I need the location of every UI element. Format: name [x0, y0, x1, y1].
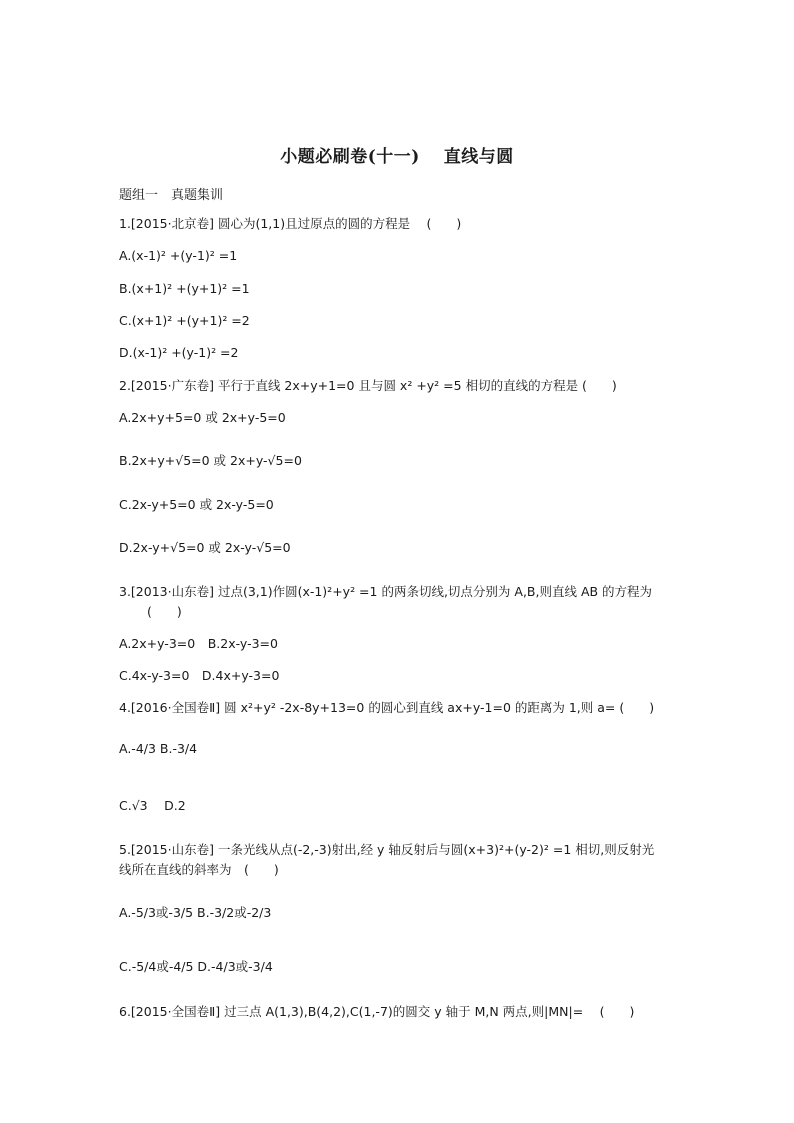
question-3-options-cd: C.4x-y-3=0 D.4x+y-3=0 — [119, 668, 280, 683]
question-6-stem: 6.[2015·全国卷Ⅱ] 过三点 A(1,3),B(4,2),C(1,-7)的圆交 y 轴于 M,N 两点,则|MN|= ( ) — [119, 1004, 635, 1019]
question-3-options-ab: A.2x+y-3=0 B.2x-y-3=0 — [119, 636, 278, 651]
question-5-options-ab: A.-5/3或-3/5 B.-3/2或-2/3 — [119, 905, 272, 920]
question-2-option-b: B.2x+y+√5=0 或 2x+y-√5=0 — [119, 453, 302, 468]
question-4-options-ab: A.-4/3 B.-3/4 — [119, 741, 198, 756]
question-1-stem: 1.[2015·北京卷] 圆心为(1,1)且过原点的圆的方程是 ( ) — [119, 216, 462, 231]
question-1-option-a: A.(x-1)² +(y-1)² =1 — [119, 248, 238, 263]
question-2-option-d: D.2x-y+√5=0 或 2x-y-√5=0 — [119, 540, 291, 555]
question-3-stem: 3.[2013·山东卷] 过点(3,1)作圆(x-1)²+y² =1 的两条切线,切点分别为 A,B,则直线 AB 的方程为 — [119, 584, 653, 599]
question-5-stem-line-2: 线所在直线的斜率为 ( ) — [119, 862, 279, 877]
page-title: 小题必刷卷(十一) 直线与圆 — [280, 147, 514, 167]
question-4-stem: 4.[2016·全国卷Ⅱ] 圆 x²+y² -2x-8y+13=0 的圆心到直线 ax+y-1=0 的距离为 1,则 a= ( ) — [119, 700, 655, 715]
question-5-stem-line-1: 5.[2015·山东卷] 一条光线从点(-2,-3)射出,经 y 轴反射后与圆(x+3)²+(y-2)² =1 相切,则反射光 — [119, 842, 655, 857]
question-4-options-cd: C.√3 D.2 — [119, 798, 186, 813]
question-1-option-b: B.(x+1)² +(y+1)² =1 — [119, 281, 250, 296]
question-2-option-c: C.2x-y+5=0 或 2x-y-5=0 — [119, 497, 274, 512]
question-2-stem: 2.[2015·广东卷] 平行于直线 2x+y+1=0 且与圆 x² +y² =5 相切的直线的方程是 ( ) — [119, 378, 617, 393]
question-2-option-a: A.2x+y+5=0 或 2x+y-5=0 — [119, 410, 286, 425]
question-5-options-cd: C.-5/4或-4/5 D.-4/3或-3/4 — [119, 959, 273, 974]
question-1-option-d: D.(x-1)² +(y-1)² =2 — [119, 345, 239, 360]
section-heading: 题组一 真题集训 — [119, 188, 224, 203]
question-3-answer-paren: ( ) — [147, 604, 182, 619]
question-1-option-c: C.(x+1)² +(y+1)² =2 — [119, 313, 250, 328]
